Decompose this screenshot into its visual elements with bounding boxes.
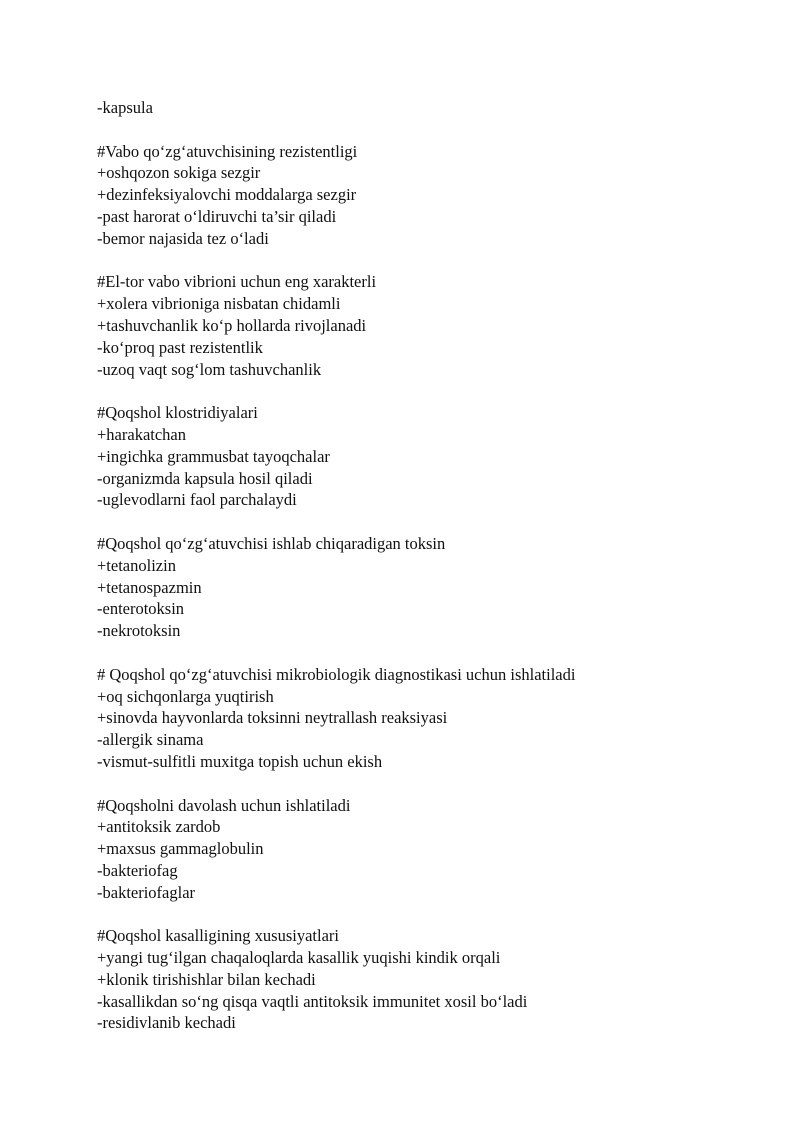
- answer-option: -bakteriofag: [97, 860, 178, 880]
- question-block: [97, 925, 777, 1034]
- answer-option: +oq sichqonlarga yuqtirish: [97, 686, 274, 706]
- answer-option: +tetanospazmin: [97, 577, 202, 597]
- answer-option: +maxsus gammaglobulin: [97, 839, 264, 859]
- answer-option: -allergik sinama: [97, 730, 204, 750]
- answer-option: +tetanolizin: [97, 555, 176, 575]
- answer-option: +antitoksik zardob: [97, 817, 221, 837]
- question-block: [97, 533, 777, 642]
- question-block: [97, 402, 777, 511]
- answer-option: +sinovda hayvonlarda toksinni neytrallash reaksiyasi: [97, 708, 448, 728]
- answer-option: -residivlanib kechadi: [97, 1013, 236, 1033]
- question-title: #Qoqshol klostridiyalari: [97, 403, 258, 423]
- answer-option: +dezinfeksiyalovchi moddalarga sezgir: [97, 185, 357, 205]
- answer-option: +xolera vibrioniga nisbatan chidamli: [97, 294, 341, 314]
- question-block: [97, 795, 777, 904]
- question-block: [97, 141, 777, 250]
- answer-option: +klonik tirishishlar bilan kechadi: [97, 969, 316, 989]
- answer-option: -uzoq vaqt sog‘lom tashuvchanlik: [97, 359, 322, 379]
- document-page: [97, 97, 777, 1034]
- question-title: # Qoqshol qo‘zg‘atuvchisi mikrobiologik diagnostikasi uchun ishlatiladi: [97, 664, 576, 684]
- answer-option: +ingichka grammusbat tayoqchalar: [97, 446, 330, 466]
- intro-answer-line: -kapsula: [97, 98, 153, 117]
- answer-option: -uglevodlarni faol parchalaydi: [97, 490, 297, 510]
- answer-option: +yangi tug‘ilgan chaqaloqlarda kasallik yuqishi kindik orqali: [97, 948, 501, 968]
- question-title: #Qoqsholni davolash uchun ishlatiladi: [97, 795, 351, 815]
- answer-option: -enterotoksin: [97, 599, 185, 619]
- answer-option: -vismut-sulfitli muxitga topish uchun ekish: [97, 751, 383, 771]
- question-title: #Qoqshol qo‘zg‘atuvchisi ishlab chiqaradigan toksin: [97, 533, 446, 553]
- answer-option: +tashuvchanlik ko‘p hollarda rivojlanadi: [97, 315, 367, 335]
- answer-option: -past harorat o‘ldiruvchi ta’sir qiladi: [97, 206, 337, 226]
- answer-option: +harakatchan: [97, 424, 187, 444]
- question-block: [97, 271, 777, 380]
- answer-option: -ko‘proq past rezistentlik: [97, 337, 263, 357]
- answer-option: -organizmda kapsula hosil qiladi: [97, 468, 313, 488]
- question-block: [97, 664, 777, 773]
- answer-option: -nekrotoksin: [97, 621, 181, 641]
- answer-option: -bemor najasida tez o‘ladi: [97, 228, 269, 248]
- answer-option: +oshqozon sokiga sezgir: [97, 163, 261, 183]
- question-title: #Vabo qo‘zg‘atuvchisining rezistentligi: [97, 141, 358, 161]
- question-title: #El-tor vabo vibrioni uchun eng xarakterli: [97, 272, 377, 292]
- answer-option: -kasallikdan so‘ng qisqa vaqtli antitoksik immunitet xosil bo‘ladi: [97, 991, 528, 1011]
- question-title: #Qoqshol kasalligining xususiyatlari: [97, 926, 339, 946]
- answer-option: -bakteriofaglar: [97, 882, 196, 902]
